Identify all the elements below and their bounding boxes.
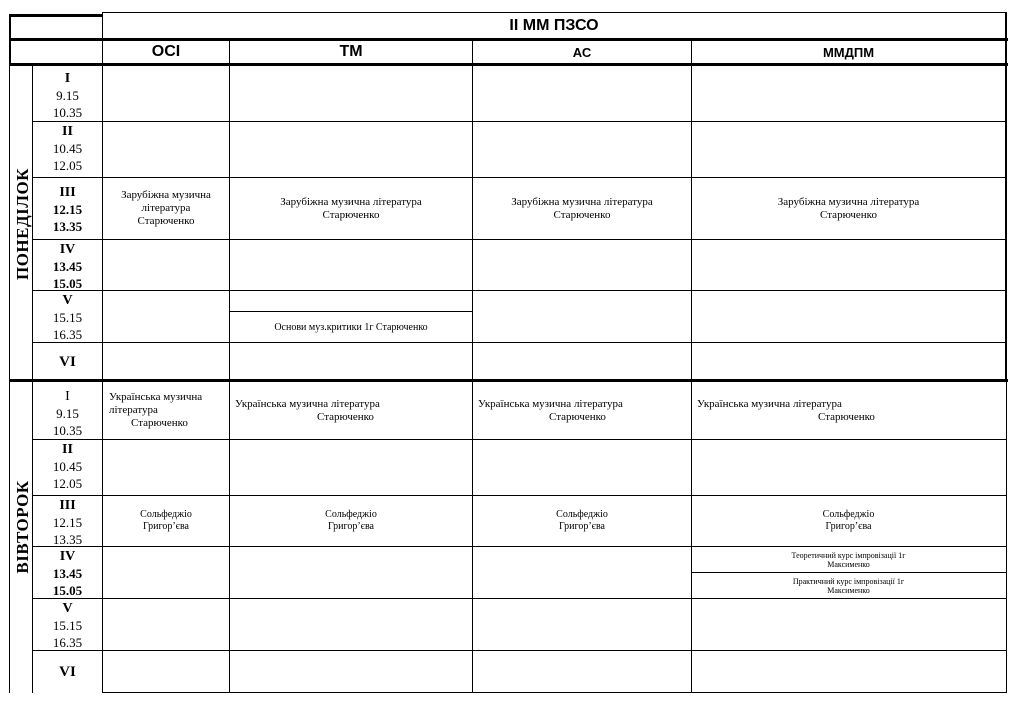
period-end: 13.35 xyxy=(52,219,83,234)
column-header-as: АС xyxy=(572,44,592,60)
period-monday-3 xyxy=(33,184,102,235)
lesson-teacher: Старюченко xyxy=(820,208,877,221)
lesson-teacher: Старюченко xyxy=(137,215,195,227)
period-tuesday-1 xyxy=(33,388,102,439)
lesson-subject: Практичний курс імпровізації 1г xyxy=(792,576,905,586)
column-header-tm: ТМ xyxy=(339,43,363,60)
period-monday-1 xyxy=(33,70,102,121)
lesson-teacher: Старюченко xyxy=(131,417,188,429)
lesson-teacher: Старюченко xyxy=(549,410,606,423)
lesson-cell[interactable] xyxy=(697,382,1005,439)
period-tuesday-6 xyxy=(33,664,102,681)
period-end: 16.35 xyxy=(52,327,83,342)
period-start: 13.45 xyxy=(52,259,83,274)
lesson-subject: Сольфеджіо xyxy=(325,509,377,520)
lesson-teacher: Григор’єва xyxy=(142,521,189,532)
lesson-subject: Сольфеджіо xyxy=(140,509,192,520)
period-number: II xyxy=(62,442,73,457)
period-tuesday-2 xyxy=(33,441,102,492)
period-number: VI xyxy=(59,354,76,370)
period-end: 15.05 xyxy=(52,583,83,598)
lesson-cell[interactable] xyxy=(235,382,472,439)
lesson-teacher: Григор’єва xyxy=(327,521,374,532)
lesson-cell[interactable] xyxy=(230,178,472,239)
period-number: I xyxy=(65,389,70,404)
lesson-teacher: Григор’єва xyxy=(558,521,605,532)
period-start: 9.15 xyxy=(56,406,79,421)
lesson-subject: Зарубіжна музична література xyxy=(511,195,653,208)
period-number: III xyxy=(59,498,76,513)
period-tuesday-3 xyxy=(33,497,102,548)
lesson-cell[interactable] xyxy=(692,178,1005,239)
period-number: V xyxy=(62,601,73,616)
lesson-subject: Зарубіжна музична література xyxy=(777,195,920,208)
period-number: I xyxy=(64,71,71,86)
day-label-tuesday: ВІВТОРОК xyxy=(13,480,32,574)
period-monday-4 xyxy=(33,241,102,292)
period-start: 10.45 xyxy=(52,459,83,474)
lesson-subject: Українська музична література xyxy=(697,397,842,410)
lesson-subject: Основи муз.критики 1г Старюченко xyxy=(274,321,428,333)
lesson-cell[interactable] xyxy=(478,382,691,439)
lesson-cell[interactable] xyxy=(692,547,1005,572)
lesson-subject: Українська музична xyxy=(109,391,203,403)
period-start: 13.45 xyxy=(52,566,83,581)
lesson-subject: література xyxy=(141,202,191,214)
period-end: 10.35 xyxy=(52,105,83,120)
period-start: 15.15 xyxy=(52,618,83,633)
period-start: 12.15 xyxy=(52,515,83,530)
day-label-monday: ПОНЕДІЛОК xyxy=(13,167,32,281)
period-start: 10.45 xyxy=(52,141,83,156)
period-end: 10.35 xyxy=(52,423,83,438)
lesson-teacher: Григор’єва xyxy=(825,521,872,532)
lesson-cell[interactable] xyxy=(103,178,229,239)
lesson-cell[interactable] xyxy=(103,496,229,546)
lesson-teacher: Максименко xyxy=(827,585,870,595)
period-monday-2 xyxy=(33,123,102,174)
lesson-subject: Теоретичний курс імпровізації 1г xyxy=(791,550,906,560)
period-end: 12.05 xyxy=(52,158,83,173)
period-number: II xyxy=(62,124,73,139)
lesson-teacher: Старюченко xyxy=(818,410,875,423)
column-header-mmdpm: ММДПМ xyxy=(822,44,875,60)
period-tuesday-4 xyxy=(33,548,102,599)
lesson-teacher: Старюченко xyxy=(317,410,374,423)
lesson-teacher: Максименко xyxy=(827,559,870,569)
period-start: 15.15 xyxy=(52,310,83,325)
period-monday-5 xyxy=(33,292,102,343)
lesson-teacher: Старюченко xyxy=(322,208,380,221)
lesson-subject: Зарубіжна музична література xyxy=(280,195,422,208)
period-end: 12.05 xyxy=(52,476,83,491)
period-start: 9.15 xyxy=(56,88,79,103)
lesson-cell[interactable] xyxy=(473,496,691,546)
lesson-subject: Сольфеджіо xyxy=(822,509,875,520)
lesson-cell[interactable] xyxy=(692,573,1005,598)
period-number: III xyxy=(59,185,76,200)
lesson-cell[interactable] xyxy=(230,496,472,546)
lesson-subject: Українська музична література xyxy=(235,397,380,410)
period-start: 12.15 xyxy=(52,202,83,217)
lesson-cell[interactable] xyxy=(109,382,229,439)
lesson-subject: Зарубіжна музична xyxy=(121,189,211,201)
lesson-cell[interactable] xyxy=(692,496,1005,546)
period-number: VI xyxy=(59,664,76,680)
period-end: 15.05 xyxy=(52,276,83,291)
lesson-subject: Сольфеджіо xyxy=(556,509,608,520)
period-number: IV xyxy=(59,242,76,257)
page-title: ІІ ММ ПЗСО xyxy=(509,16,599,34)
lesson-cell[interactable] xyxy=(473,178,691,239)
lesson-cell[interactable] xyxy=(230,312,472,342)
period-end: 13.35 xyxy=(52,532,83,547)
period-number: IV xyxy=(59,549,76,564)
column-header-osi: ОСІ xyxy=(151,43,181,60)
period-number: V xyxy=(62,293,73,308)
lesson-subject: Українська музична література xyxy=(478,397,623,410)
lesson-teacher: Старюченко xyxy=(553,208,611,221)
period-monday-6 xyxy=(33,354,102,371)
period-end: 16.35 xyxy=(52,635,83,650)
lesson-subject: література xyxy=(109,404,158,416)
period-tuesday-5 xyxy=(33,600,102,651)
